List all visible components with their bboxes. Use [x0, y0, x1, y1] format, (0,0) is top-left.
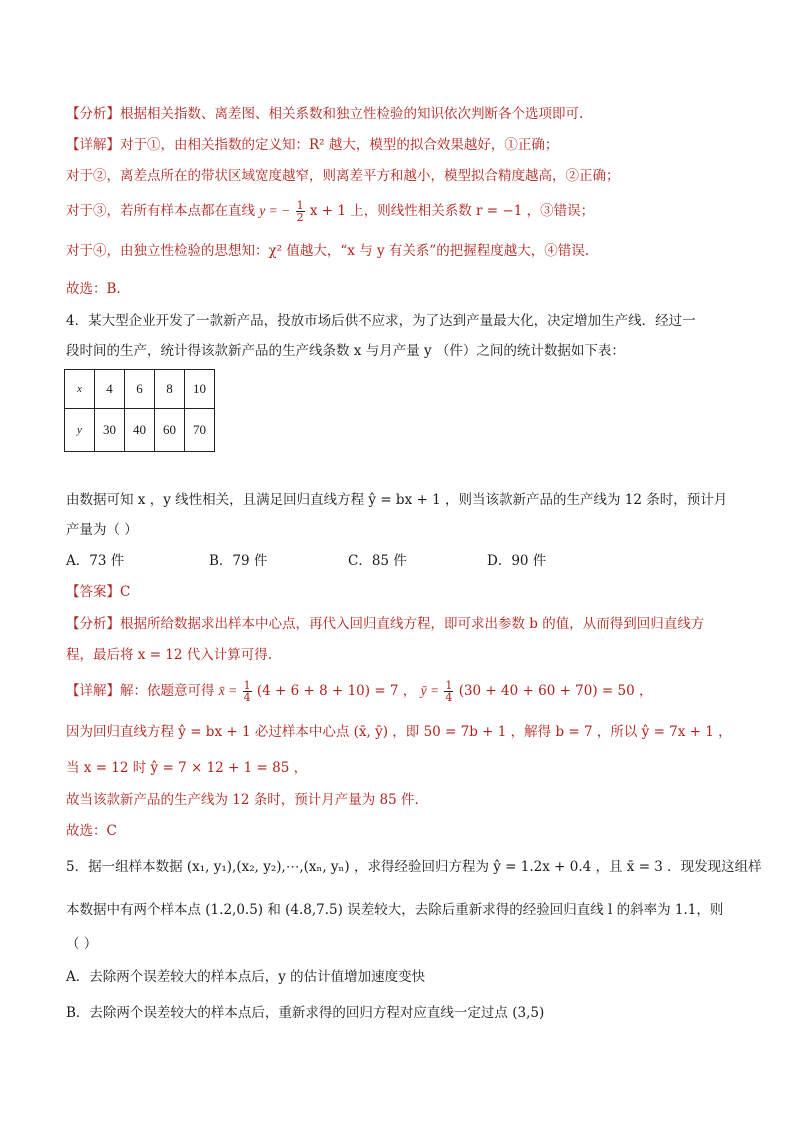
q4-option-c: C．85 件	[348, 553, 407, 569]
table-cell: 40	[125, 409, 155, 452]
table-row-y	[65, 409, 215, 452]
table-cell: y	[65, 409, 95, 452]
q5-option-a: A．去除两个误差较大的样本点后，y 的估计值增加速度变快	[66, 969, 426, 985]
q3-detail-3-post: x + 1 上，则线性相关系数 r = −1 ，③错误；	[309, 203, 595, 219]
q3-detail-3-fraction	[296, 200, 305, 223]
q4-choice: 故选：C	[66, 823, 117, 839]
table-cell: 60	[155, 409, 185, 452]
q4-stem-1: 4．某大型企业开发了一款新产品，投放市场后供不应求，为了达到产量最大化，决定增加生产线．经过一	[66, 313, 696, 329]
fraction-numerator: 1	[445, 679, 453, 692]
q5-stem-1: 5．据一组样本数据 (x₁, y₁),(x₂, y₂),⋯,(xₙ, yₙ) ，求得经验回归方程为 ŷ = 1.2x + 0.4 ，且 x̄ = 3 ．现发现这组样	[66, 859, 762, 875]
q3-choice: 故选：B.	[66, 281, 121, 297]
q4-stem-3: 由数据可知 x ，y 线性相关，且满足回归直线方程 ŷ = bx + 1 ，则当该款新产品的生产线为 12 条时，预计月	[66, 492, 728, 508]
q4-data-table	[64, 369, 215, 452]
q3-analysis: 【分析】根据相关指数、离差图、相关系数和独立性检验的知识依次判断各个选项即可.	[66, 106, 584, 122]
q5-stem-3: （ ）	[66, 936, 98, 952]
table-cell: 6	[125, 370, 155, 409]
q4-detail-1-sum-y: (30 + 40 + 60 + 70) = 50 ，	[458, 683, 653, 699]
fraction-denominator: 2	[296, 211, 304, 224]
q3-detail-4: 对于④，由独立性检验的思想知：χ² 值越大，“x 与 y 有关系”的把握程度越大，④错误.	[66, 243, 590, 259]
q4-detail-1-pre: 【详解】解：依题意可得	[66, 683, 215, 699]
q4-detail-1-fraction-b	[444, 680, 453, 703]
q4-answer: 【答案】C	[66, 584, 131, 600]
fraction-denominator: 4	[243, 691, 251, 704]
table-cell: 4	[95, 370, 125, 409]
q4-option-d: D．90 件	[487, 553, 547, 569]
table-cell: 10	[185, 370, 215, 409]
table-row-x	[65, 370, 215, 409]
fraction-numerator: 1	[243, 679, 251, 692]
q4-stem-4: 产量为（ ）	[66, 522, 138, 538]
q3-detail-3-eq: y = −	[259, 203, 291, 218]
q4-stem-2: 段时间的生产，统计得该款新产品的生产线条数 x 与月产量 y （件）之间的统计数据如下表：	[66, 343, 625, 359]
q4-analysis-2: 程，最后将 x = 12 代入计算可得.	[66, 647, 273, 663]
q4-option-a: A．73 件	[66, 553, 125, 569]
q4-detail-1-xbar: x̄ =	[218, 683, 238, 698]
table-cell: 30	[95, 409, 125, 452]
table-cell: x	[65, 370, 95, 409]
q4-detail-1-ybar: ȳ =	[420, 683, 440, 698]
fraction-denominator: 4	[445, 691, 453, 704]
table-cell: 70	[185, 409, 215, 452]
q3-detail-2: 对于②，离差点所在的带状区域宽度越窄，则离差平方和越小，模型拟合精度越高，②正确；	[66, 168, 620, 184]
q4-detail-3: 当 x = 12 时 ŷ = 7 × 12 + 1 = 85 ，	[66, 760, 308, 776]
q4-option-b: B．79 件	[209, 553, 268, 569]
q3-detail-1: 【详解】对于①，由相关指数的定义知：R² 越大，模型的拟合效果越好，①正确；	[66, 137, 559, 153]
q5-stem-2: 本数据中有两个样本点 (1.2,0.5) 和 (4.8,7.5) 误差较大，去除后重新求得的经验回归直线 l 的斜率为 1.1，则	[66, 902, 724, 918]
q4-detail-2: 因为回归直线方程 ŷ = bx + 1 必过样本中心点 (x̄, ȳ) ，即 50 = 7b + 1 ，解得 b = 7 ，所以 ŷ = 7x + 1 ，	[66, 724, 732, 740]
q4-detail-1	[66, 680, 652, 703]
table-cell: 8	[155, 370, 185, 409]
q3-detail-3	[66, 200, 594, 223]
fraction-numerator: 1	[296, 199, 304, 212]
q3-detail-3-pre: 对于③，若所有样本点都在直线	[66, 203, 255, 219]
q4-analysis-1: 【分析】根据所给数据求出样本中心点，再代入回归直线方程，即可求出参数 b 的值，从而得到回归直线方	[66, 616, 705, 632]
q4-detail-1-fraction-a	[243, 680, 252, 703]
q4-detail-4: 故当该款新产品的生产线为 12 条时，预计月产量为 85 件.	[66, 792, 419, 808]
q5-option-b: B．去除两个误差较大的样本点后，重新求得的回归方程对应直线一定过点 (3,5)	[66, 1005, 545, 1021]
q4-detail-1-sum-x: (4 + 6 + 8 + 10) = 7 ，	[256, 683, 417, 699]
